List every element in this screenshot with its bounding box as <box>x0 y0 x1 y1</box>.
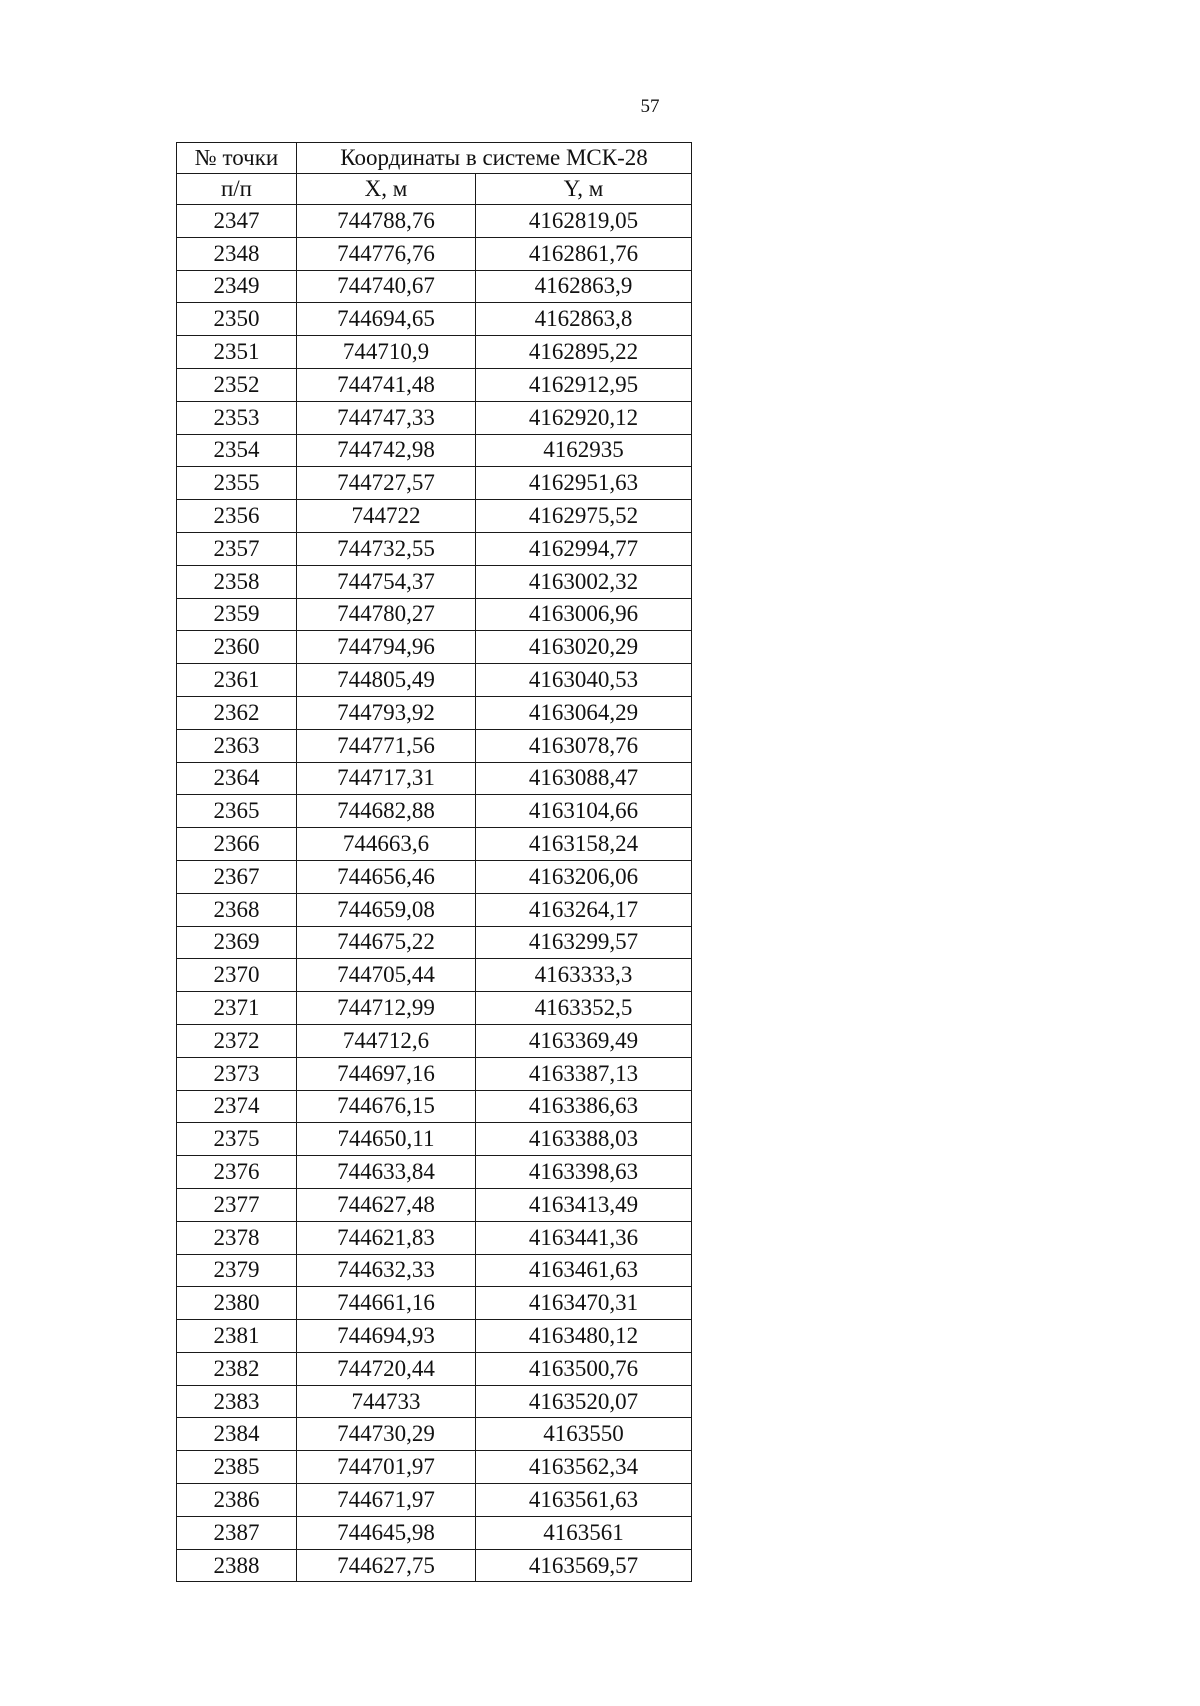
table-row <box>177 532 692 565</box>
y-coordinate-cell: 4162951,63 <box>476 467 692 500</box>
point-number-cell: 2364 <box>177 762 297 795</box>
point-number-cell: 2374 <box>177 1090 297 1123</box>
table-row <box>177 1516 692 1549</box>
x-coordinate-cell: 744656,46 <box>297 860 476 893</box>
table-row <box>177 1549 692 1582</box>
y-coordinate-cell: 4163299,57 <box>476 926 692 959</box>
table-row <box>177 1385 692 1418</box>
point-number-cell: 2380 <box>177 1287 297 1320</box>
table-row <box>177 1024 692 1057</box>
x-coordinate-cell: 744697,16 <box>297 1057 476 1090</box>
x-coordinate-cell: 744645,98 <box>297 1516 476 1549</box>
point-number-cell: 2381 <box>177 1320 297 1353</box>
table-row <box>177 1254 692 1287</box>
point-number-cell: 2361 <box>177 664 297 697</box>
y-coordinate-cell: 4163387,13 <box>476 1057 692 1090</box>
point-number-cell: 2388 <box>177 1549 297 1582</box>
x-coordinate-cell: 744661,16 <box>297 1287 476 1320</box>
y-coordinate-cell: 4163206,06 <box>476 860 692 893</box>
point-number-cell: 2387 <box>177 1516 297 1549</box>
table-row <box>177 992 692 1025</box>
point-number-cell: 2376 <box>177 1156 297 1189</box>
y-coordinate-cell: 4162861,76 <box>476 237 692 270</box>
table-row <box>177 664 692 697</box>
table-row <box>177 368 692 401</box>
y-coordinate-cell: 4163333,3 <box>476 959 692 992</box>
point-number-cell: 2349 <box>177 270 297 303</box>
table-row <box>177 696 692 729</box>
y-coordinate-cell: 4163264,17 <box>476 893 692 926</box>
point-number-cell: 2360 <box>177 631 297 664</box>
y-coordinate-cell: 4163561 <box>476 1516 692 1549</box>
header-point: № точки <box>177 143 297 174</box>
x-coordinate-cell: 744733 <box>297 1385 476 1418</box>
table-header <box>177 143 692 205</box>
page-number: 57 <box>640 96 660 117</box>
table-row <box>177 565 692 598</box>
table-row <box>177 270 692 303</box>
y-coordinate-cell: 4162863,9 <box>476 270 692 303</box>
table-row <box>177 729 692 762</box>
y-coordinate-cell: 4163562,34 <box>476 1451 692 1484</box>
x-coordinate-cell: 744730,29 <box>297 1418 476 1451</box>
table-row <box>177 205 692 238</box>
point-number-cell: 2375 <box>177 1123 297 1156</box>
table-row <box>177 1156 692 1189</box>
y-coordinate-cell: 4163158,24 <box>476 828 692 861</box>
table-row <box>177 1090 692 1123</box>
y-coordinate-cell: 4163569,57 <box>476 1549 692 1582</box>
table-row <box>177 336 692 369</box>
x-coordinate-cell: 744694,65 <box>297 303 476 336</box>
point-number-cell: 2384 <box>177 1418 297 1451</box>
table-row <box>177 467 692 500</box>
x-coordinate-cell: 744663,6 <box>297 828 476 861</box>
x-coordinate-cell: 744650,11 <box>297 1123 476 1156</box>
point-number-cell: 2359 <box>177 598 297 631</box>
table-row <box>177 1188 692 1221</box>
y-coordinate-cell: 4163550 <box>476 1418 692 1451</box>
y-coordinate-cell: 4163002,32 <box>476 565 692 598</box>
x-coordinate-cell: 744671,97 <box>297 1484 476 1517</box>
x-coordinate-cell: 744780,27 <box>297 598 476 631</box>
table-row <box>177 237 692 270</box>
header-point-sub: п/п <box>177 174 297 205</box>
y-coordinate-cell: 4162994,77 <box>476 532 692 565</box>
y-coordinate-cell: 4163470,31 <box>476 1287 692 1320</box>
x-coordinate-cell: 744632,33 <box>297 1254 476 1287</box>
table-row <box>177 598 692 631</box>
y-coordinate-cell: 4162863,8 <box>476 303 692 336</box>
table-row <box>177 860 692 893</box>
x-coordinate-cell: 744710,9 <box>297 336 476 369</box>
x-coordinate-cell: 744747,33 <box>297 401 476 434</box>
y-coordinate-cell: 4163500,76 <box>476 1352 692 1385</box>
point-number-cell: 2358 <box>177 565 297 598</box>
y-coordinate-cell: 4162975,52 <box>476 500 692 533</box>
y-coordinate-cell: 4163006,96 <box>476 598 692 631</box>
point-number-cell: 2378 <box>177 1221 297 1254</box>
table-row <box>177 1221 692 1254</box>
table-row <box>177 1451 692 1484</box>
point-number-cell: 2347 <box>177 205 297 238</box>
table-row <box>177 631 692 664</box>
table-row <box>177 762 692 795</box>
point-number-cell: 2356 <box>177 500 297 533</box>
table-body <box>177 205 692 1582</box>
point-number-cell: 2377 <box>177 1188 297 1221</box>
x-coordinate-cell: 744627,75 <box>297 1549 476 1582</box>
table-row <box>177 959 692 992</box>
point-number-cell: 2370 <box>177 959 297 992</box>
x-coordinate-cell: 744788,76 <box>297 205 476 238</box>
y-coordinate-cell: 4163413,49 <box>476 1188 692 1221</box>
x-coordinate-cell: 744732,55 <box>297 532 476 565</box>
y-coordinate-cell: 4163078,76 <box>476 729 692 762</box>
point-number-cell: 2348 <box>177 237 297 270</box>
x-coordinate-cell: 744741,48 <box>297 368 476 401</box>
y-coordinate-cell: 4163461,63 <box>476 1254 692 1287</box>
table-row <box>177 1418 692 1451</box>
x-coordinate-cell: 744705,44 <box>297 959 476 992</box>
table-row <box>177 1057 692 1090</box>
x-coordinate-cell: 744712,99 <box>297 992 476 1025</box>
y-coordinate-cell: 4163520,07 <box>476 1385 692 1418</box>
y-coordinate-cell: 4163480,12 <box>476 1320 692 1353</box>
x-coordinate-cell: 744633,84 <box>297 1156 476 1189</box>
point-number-cell: 2357 <box>177 532 297 565</box>
point-number-cell: 2362 <box>177 696 297 729</box>
x-coordinate-cell: 744675,22 <box>297 926 476 959</box>
x-coordinate-cell: 744740,67 <box>297 270 476 303</box>
point-number-cell: 2386 <box>177 1484 297 1517</box>
y-coordinate-cell: 4162920,12 <box>476 401 692 434</box>
point-number-cell: 2372 <box>177 1024 297 1057</box>
table-row <box>177 1123 692 1156</box>
x-coordinate-cell: 744627,48 <box>297 1188 476 1221</box>
x-coordinate-cell: 744659,08 <box>297 893 476 926</box>
y-coordinate-cell: 4163064,29 <box>476 696 692 729</box>
y-coordinate-cell: 4163352,5 <box>476 992 692 1025</box>
point-number-cell: 2354 <box>177 434 297 467</box>
point-number-cell: 2369 <box>177 926 297 959</box>
y-coordinate-cell: 4162895,22 <box>476 336 692 369</box>
point-number-cell: 2382 <box>177 1352 297 1385</box>
y-coordinate-cell: 4163441,36 <box>476 1221 692 1254</box>
point-number-cell: 2373 <box>177 1057 297 1090</box>
y-coordinate-cell: 4163020,29 <box>476 631 692 664</box>
point-number-cell: 2368 <box>177 893 297 926</box>
point-number-cell: 2385 <box>177 1451 297 1484</box>
point-number-cell: 2371 <box>177 992 297 1025</box>
x-coordinate-cell: 744676,15 <box>297 1090 476 1123</box>
point-number-cell: 2383 <box>177 1385 297 1418</box>
header-x: X, м <box>297 174 476 205</box>
y-coordinate-cell: 4163040,53 <box>476 664 692 697</box>
table-row <box>177 303 692 336</box>
table-row <box>177 828 692 861</box>
x-coordinate-cell: 744720,44 <box>297 1352 476 1385</box>
x-coordinate-cell: 744727,57 <box>297 467 476 500</box>
x-coordinate-cell: 744722 <box>297 500 476 533</box>
point-number-cell: 2366 <box>177 828 297 861</box>
table-row <box>177 500 692 533</box>
table-row <box>177 893 692 926</box>
header-coords: Координаты в системе МСК-28 <box>297 143 692 174</box>
table-row <box>177 1352 692 1385</box>
y-coordinate-cell: 4163088,47 <box>476 762 692 795</box>
y-coordinate-cell: 4162935 <box>476 434 692 467</box>
point-number-cell: 2353 <box>177 401 297 434</box>
x-coordinate-cell: 744701,97 <box>297 1451 476 1484</box>
y-coordinate-cell: 4163369,49 <box>476 1024 692 1057</box>
point-number-cell: 2351 <box>177 336 297 369</box>
y-coordinate-cell: 4163561,63 <box>476 1484 692 1517</box>
y-coordinate-cell: 4162912,95 <box>476 368 692 401</box>
y-coordinate-cell: 4163386,63 <box>476 1090 692 1123</box>
table-row <box>177 1484 692 1517</box>
header-y: Y, м <box>476 174 692 205</box>
x-coordinate-cell: 744793,92 <box>297 696 476 729</box>
point-number-cell: 2379 <box>177 1254 297 1287</box>
table-row <box>177 1320 692 1353</box>
point-number-cell: 2363 <box>177 729 297 762</box>
point-number-cell: 2355 <box>177 467 297 500</box>
x-coordinate-cell: 744794,96 <box>297 631 476 664</box>
point-number-cell: 2367 <box>177 860 297 893</box>
y-coordinate-cell: 4163388,03 <box>476 1123 692 1156</box>
x-coordinate-cell: 744682,88 <box>297 795 476 828</box>
table-row <box>177 401 692 434</box>
point-number-cell: 2365 <box>177 795 297 828</box>
x-coordinate-cell: 744771,56 <box>297 729 476 762</box>
y-coordinate-cell: 4162819,05 <box>476 205 692 238</box>
x-coordinate-cell: 744742,98 <box>297 434 476 467</box>
table-row <box>177 795 692 828</box>
coordinates-table <box>176 142 692 1582</box>
x-coordinate-cell: 744776,76 <box>297 237 476 270</box>
point-number-cell: 2352 <box>177 368 297 401</box>
y-coordinate-cell: 4163398,63 <box>476 1156 692 1189</box>
x-coordinate-cell: 744754,37 <box>297 565 476 598</box>
table-row <box>177 1287 692 1320</box>
x-coordinate-cell: 744805,49 <box>297 664 476 697</box>
point-number-cell: 2350 <box>177 303 297 336</box>
table-row <box>177 434 692 467</box>
y-coordinate-cell: 4163104,66 <box>476 795 692 828</box>
table-row <box>177 926 692 959</box>
x-coordinate-cell: 744717,31 <box>297 762 476 795</box>
x-coordinate-cell: 744712,6 <box>297 1024 476 1057</box>
x-coordinate-cell: 744621,83 <box>297 1221 476 1254</box>
x-coordinate-cell: 744694,93 <box>297 1320 476 1353</box>
